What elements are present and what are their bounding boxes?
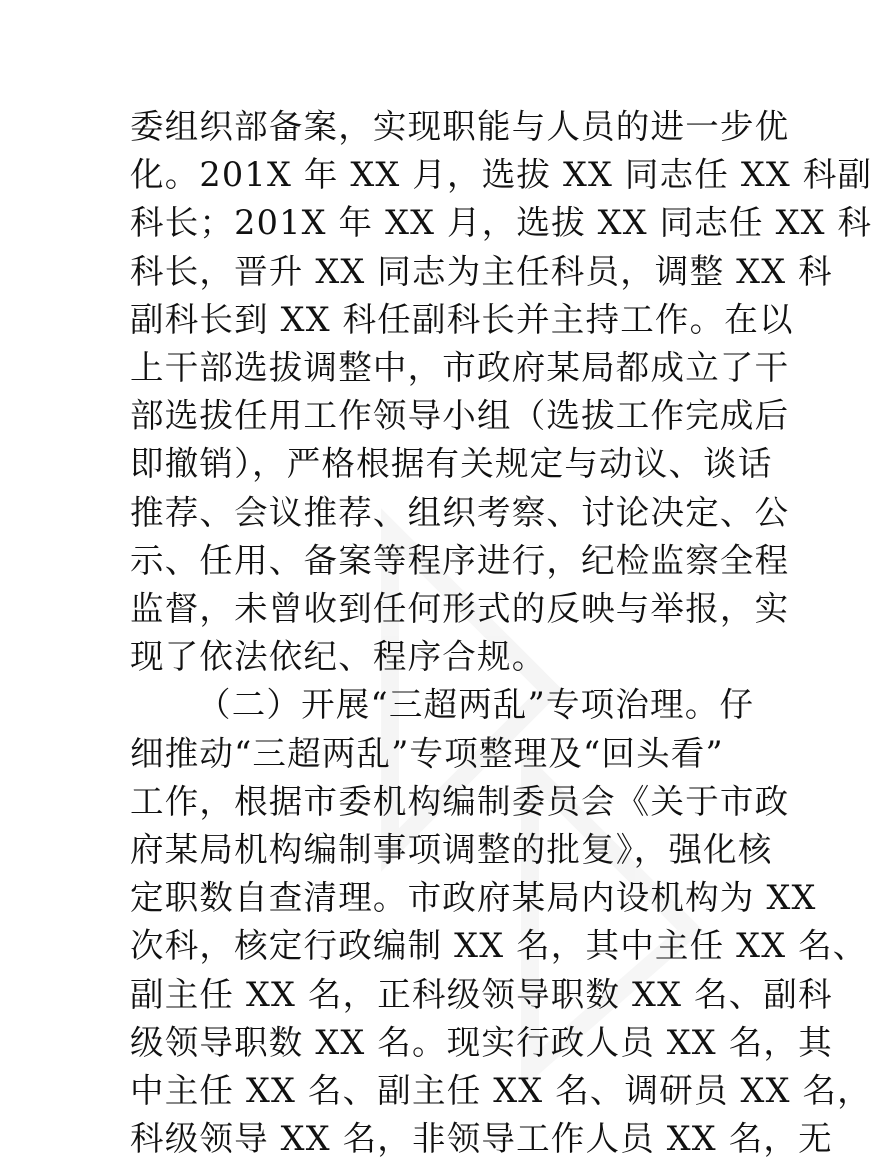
paragraph-line: 科长，晋升 XX 同志为主任科员，调整 XX 科: [130, 251, 833, 291]
paragraph-line: 委组织部备案，实现职能与人员的进一步优: [130, 107, 790, 146]
paragraph-line: 示、任用、备案等程序进行，纪检监察全程: [130, 540, 790, 580]
paragraph-line: 副科长到 XX 科任副科长并主持工作。在以: [130, 299, 794, 339]
paragraph-line: 定职数自查清理。市政府某局内设机构为 XX: [130, 878, 817, 918]
paragraph-line: 府某局机构编制事项调整的批复》，强化核: [130, 830, 773, 869]
paragraph-line: 科级领导 XX 名，非领导工作人员 XX 名，无: [130, 1119, 833, 1159]
paragraph-line: 化。201X 年 XX 月，选拔 XX 同志任 XX 科副: [130, 155, 872, 195]
paragraph-line: 次科，核定行政编制 XX 名，其中主任 XX 名、: [130, 926, 868, 966]
paragraph-line: 副主任 XX 名，正科级领导职数 XX 名、副科: [130, 974, 833, 1014]
paragraph-line: 部选拔任用工作领导小组（选拔工作完成后: [130, 396, 790, 436]
paragraph-line: 工作，根据市委机构编制委员会《关于市政: [130, 781, 790, 821]
paragraph-line: 监督，未曾收到任何形式的反映与举报，实: [130, 589, 790, 628]
paragraph-line: 推荐、会议推荐、组织考察、讨论决定、公: [130, 492, 790, 532]
paragraph-line: 科长；201X 年 XX 月，选拔 XX 同志任 XX 科: [130, 203, 872, 243]
paragraph-line: 细推动“三超两乱”专项整理及“回头看”: [130, 733, 724, 773]
paragraph-line: 上干部选拔调整中，市政府某局都成立了干: [130, 348, 790, 387]
paragraph-line-last: 现了依法依纪、程序合规。: [130, 637, 547, 677]
paragraph-line: 即撤销），严格根据有关规定与动议、谈话: [130, 444, 773, 484]
section-heading-line: （二）开展“三超两乱”专项治理。仔: [197, 685, 755, 725]
paragraph-line: 中主任 XX 名、副主任 XX 名、调研员 XX 名，: [130, 1071, 872, 1110]
paragraph-line: 级领导职数 XX 名。现实行政人员 XX 名，其: [130, 1022, 833, 1062]
